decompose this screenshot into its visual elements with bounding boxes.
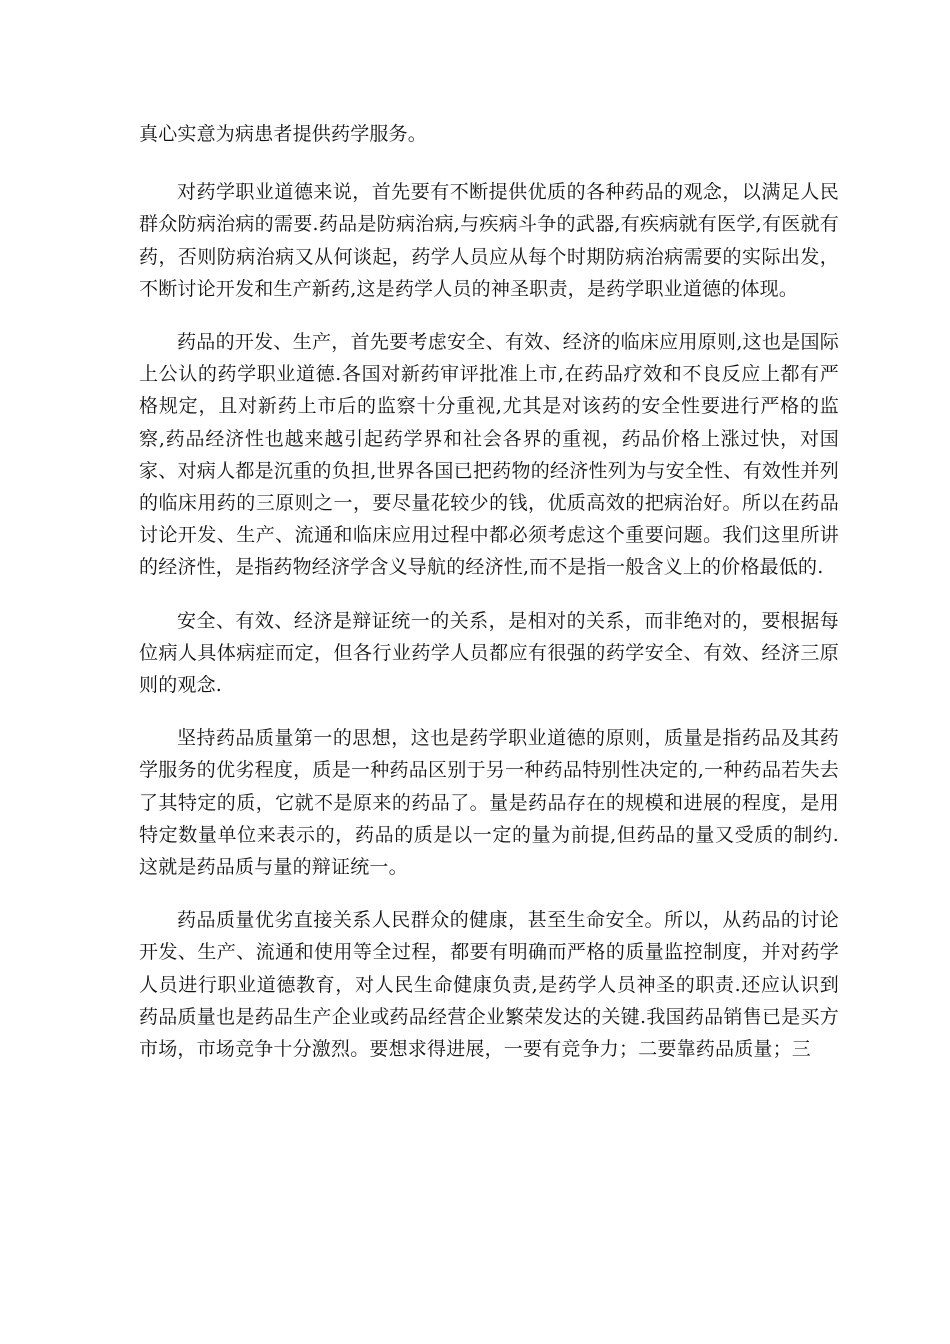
paragraph-pharmacy-ethics-intro: 对药学职业道德来说，首先要有不断提供优质的各种药品的观念，以满足人民群众防病治病的需要.药品是防病治病,与疾病斗争的武器,有疾病就有医学,有医就有药，否则防病治病又从何谈起，药学人员应从每个时期防病治病需要的实际出发，不断讨论开发和生产新药,这是药学人员的神圣职责，是药学职业道德的体现。 <box>139 181 839 300</box>
paragraph-quality-health: 药品质量优劣直接关系人民群众的健康，甚至生命安全。所以，从药品的讨论开发、生产、流通和使用等全过程，都要有明确而严格的质量监控制度，并对药学人员进行职业道德教育，对人民生命健康负责,是药学人员神圣的职责.还应认识到药品质量也是药品生产企业或药品经营企业繁荣发达的关键.我国药品销售已是买方市场，市场竞争十分激烈。要想求得进展，一要有竞争力；二要靠药品质量；三 <box>139 909 839 1061</box>
paragraph-safety-efficacy-economy: 药品的开发、生产，首先要考虑安全、有效、经济的临床应用原则,这也是国际上公认的药学职业道德.各国对新药审评批准上市,在药品疗效和不良反应上都有严格规定，且对新药上市后的监察十分重视,尤其是对该药的安全性要进行严格的监察,药品经济性也越来越引起药学界和社会各界的重视，药品价格上涨过快，对国家、对病人都是沉重的负担,世界各国已把药物的经济性列为与安全性、有效性并列的临床用药的三原则之一，要尽量花较少的钱，优质高效的把病治好。所以在药品讨论开发、生产、流通和临床应用过程中都必须考虑这个重要问题。我们这里所讲的经济性，是指药物经济学含义导航的经济性,而不是指一般含义上的价格最低的. <box>139 331 839 579</box>
paragraph-quality-first: 坚持药品质量第一的思想，这也是药学职业道德的原则，质量是指药品及其药学服务的优劣程度，质是一种药品区别于另一种药品特别性决定的,一种药品若失去了其特定的质，它就不是原来的药品了。量是药品存在的规模和进展的程度，是用特定数量单位来表示的，药品的质是以一定的量为前提,但药品的量又受质的制约.这就是药品质与量的辩证统一。 <box>139 727 839 879</box>
paragraph-dialectical-relation: 安全、有效、经济是辩证统一的关系，是相对的关系，而非绝对的，要根据每位病人具体病症而定，但各行业药学人员都应有很强的药学安全、有效、经济三原则的观念. <box>139 609 839 697</box>
document-body <box>139 118 839 1065</box>
paragraph-continuation: 真心实意为病患者提供药学服务。 <box>139 123 428 145</box>
